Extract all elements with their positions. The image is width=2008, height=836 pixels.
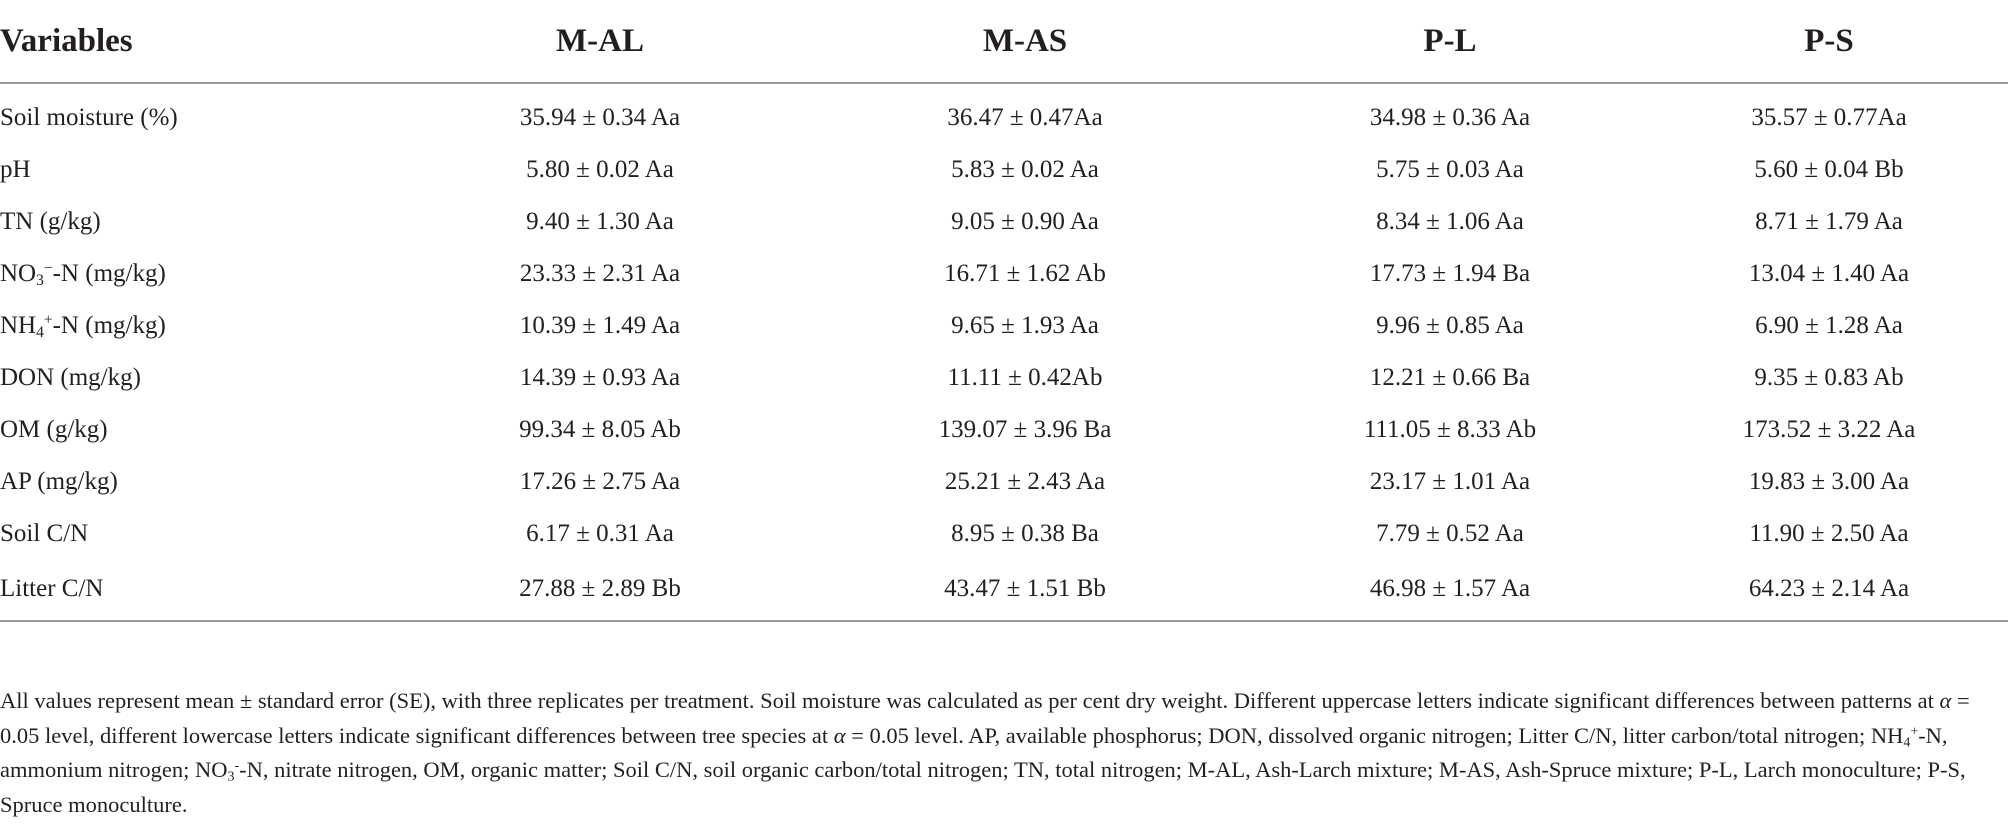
footnote-text: -N, ammonium nitrogen; NO xyxy=(0,722,1948,782)
row-label xyxy=(0,300,400,352)
cell-p-l: 12.21 ± 0.66 Ba xyxy=(1369,364,1531,391)
footnote-superscript: + xyxy=(1910,723,1919,739)
table-row xyxy=(0,508,2008,560)
cell-m-as: 16.71 ± 1.62 Ab xyxy=(944,260,1106,287)
table-row xyxy=(0,248,2008,300)
cell-m-al: 17.26 ± 2.75 Aa xyxy=(519,468,681,495)
row-label: Soil moisture (%) xyxy=(0,104,178,131)
row-label: DON (mg/kg) xyxy=(0,364,141,391)
label-post: -N (mg/kg) xyxy=(52,260,166,287)
header-m-as: M-AS xyxy=(800,0,1250,83)
cell-m-al: 14.39 ± 0.93 Aa xyxy=(519,364,681,391)
table-row xyxy=(0,352,2008,404)
cell-p-s: 11.90 ± 2.50 Aa xyxy=(1749,520,1909,547)
row-label: AP (mg/kg) xyxy=(0,468,118,495)
cell-p-l: 5.75 ± 0.03 Aa xyxy=(1376,156,1524,183)
cell-p-l: 8.34 ± 1.06 Aa xyxy=(1376,208,1524,235)
header-row xyxy=(0,0,2008,83)
cell-m-al: 27.88 ± 2.89 Bb xyxy=(519,575,681,602)
cell-p-l: 9.96 ± 0.85 Aa xyxy=(1376,312,1524,339)
cell-p-s: 13.04 ± 1.40 Aa xyxy=(1748,260,1910,287)
cell-m-as: 25.21 ± 2.43 Aa xyxy=(944,468,1106,495)
header-p-l: P-L xyxy=(1250,0,1650,83)
cell-m-as: 11.11 ± 0.42Ab xyxy=(947,364,1103,391)
footnote-text: = 0.05 level. AP, available phosphorus; DON, dissolved organic nitrogen; Litter C/N, litter carbon/total nitrogen; NH xyxy=(845,722,1904,748)
cell-m-al: 99.34 ± 8.05 Ab xyxy=(519,416,681,443)
footnote-alpha: α xyxy=(1939,688,1952,713)
cell-m-as: 43.47 ± 1.51 Bb xyxy=(944,575,1106,602)
footnote-superscript: - xyxy=(234,758,240,774)
footnote-subscript: 4 xyxy=(1903,734,1911,750)
cell-m-al: 9.40 ± 1.30 Aa xyxy=(526,208,674,235)
cell-p-s: 173.52 ± 3.22 Aa xyxy=(1742,416,1916,443)
table-body xyxy=(0,83,2008,626)
table-footnote xyxy=(0,684,2000,822)
cell-m-as: 8.95 ± 0.38 Ba xyxy=(951,520,1099,547)
label-superscript: + xyxy=(43,311,53,329)
row-label: pH xyxy=(0,156,31,183)
cell-m-as: 9.65 ± 1.93 Aa xyxy=(951,312,1099,339)
label-pre: NH xyxy=(0,312,37,339)
label-superscript: − xyxy=(43,259,53,277)
cell-m-al: 5.80 ± 0.02 Aa xyxy=(526,156,674,183)
cell-p-l: 17.73 ± 1.94 Ba xyxy=(1369,260,1531,287)
label-pre: NO xyxy=(0,260,37,287)
footnote-text: = 0.05 level, different lowercase letters indicate significant differences between tree species at xyxy=(0,688,1970,748)
header-variables: Variables xyxy=(0,0,400,83)
cell-m-al: 23.33 ± 2.31 Aa xyxy=(519,260,681,287)
cell-p-s: 8.71 ± 1.79 Aa xyxy=(1755,208,1903,235)
table-bottom-rule xyxy=(0,620,2008,622)
cell-p-l: 46.98 ± 1.57 Aa xyxy=(1369,575,1531,602)
label-subscript: 4 xyxy=(36,323,44,341)
table-row xyxy=(0,196,2008,248)
cell-m-al: 10.39 ± 1.49 Aa xyxy=(519,312,681,339)
row-label xyxy=(0,248,400,300)
table-row xyxy=(0,404,2008,456)
cell-p-s: 5.60 ± 0.04 Bb xyxy=(1754,156,1904,183)
footnote-alpha: α xyxy=(833,722,846,748)
cell-m-as: 36.47 ± 0.47Aa xyxy=(947,104,1103,131)
cell-p-l: 7.79 ± 0.52 Aa xyxy=(1376,520,1524,547)
cell-p-s: 64.23 ± 2.14 Aa xyxy=(1748,575,1910,602)
table-row xyxy=(0,83,2008,144)
row-label: Litter C/N xyxy=(0,575,104,602)
cell-p-l: 111.05 ± 8.33 Ab xyxy=(1363,416,1537,443)
cell-m-as: 9.05 ± 0.90 Aa xyxy=(951,208,1099,235)
header-m-al: M-AL xyxy=(400,0,800,83)
cell-p-s: 19.83 ± 3.00 Aa xyxy=(1748,468,1910,495)
cell-p-s: 35.57 ± 0.77Aa xyxy=(1751,104,1907,131)
header-p-s: P-S xyxy=(1650,0,2008,83)
cell-m-as: 139.07 ± 3.96 Ba xyxy=(938,416,1112,443)
row-label: Soil C/N xyxy=(0,520,89,547)
label-post: -N (mg/kg) xyxy=(52,312,166,339)
footnote-subscript: 3 xyxy=(227,769,235,785)
table-row xyxy=(0,456,2008,508)
cell-p-s: 6.90 ± 1.28 Aa xyxy=(1755,312,1903,339)
row-label: OM (g/kg) xyxy=(0,416,108,443)
label-subscript: 3 xyxy=(36,271,44,289)
cell-p-s: 9.35 ± 0.83 Ab xyxy=(1754,364,1904,391)
table-header xyxy=(0,0,2008,83)
table-row xyxy=(0,144,2008,196)
cell-m-al: 6.17 ± 0.31 Aa xyxy=(526,520,674,547)
row-label: TN (g/kg) xyxy=(0,208,101,235)
footnote-text: -N, nitrate nitrogen, OM, organic matter; Soil C/N, soil organic carbon/total nitrogen; TN, total nitrogen; M-AL, Ash-Larch mixture; M-AS, Ash-Spruce mixture; P-L, Larch monoculture; P-S, Spruce monoculture. xyxy=(0,757,1966,817)
cell-m-al: 35.94 ± 0.34 Aa xyxy=(519,104,681,131)
cell-p-l: 23.17 ± 1.01 Aa xyxy=(1369,468,1531,495)
table-row xyxy=(0,560,2008,626)
footnote-text: All values represent mean ± standard error (SE), with three replicates per treatment. Soil moisture was calculated as per cent dry weight. Different uppercase letters indicate significant differences between patterns at xyxy=(0,688,1940,713)
cell-p-l: 34.98 ± 0.36 Aa xyxy=(1369,104,1531,131)
table-row xyxy=(0,300,2008,352)
cell-m-as: 5.83 ± 0.02 Aa xyxy=(951,156,1099,183)
